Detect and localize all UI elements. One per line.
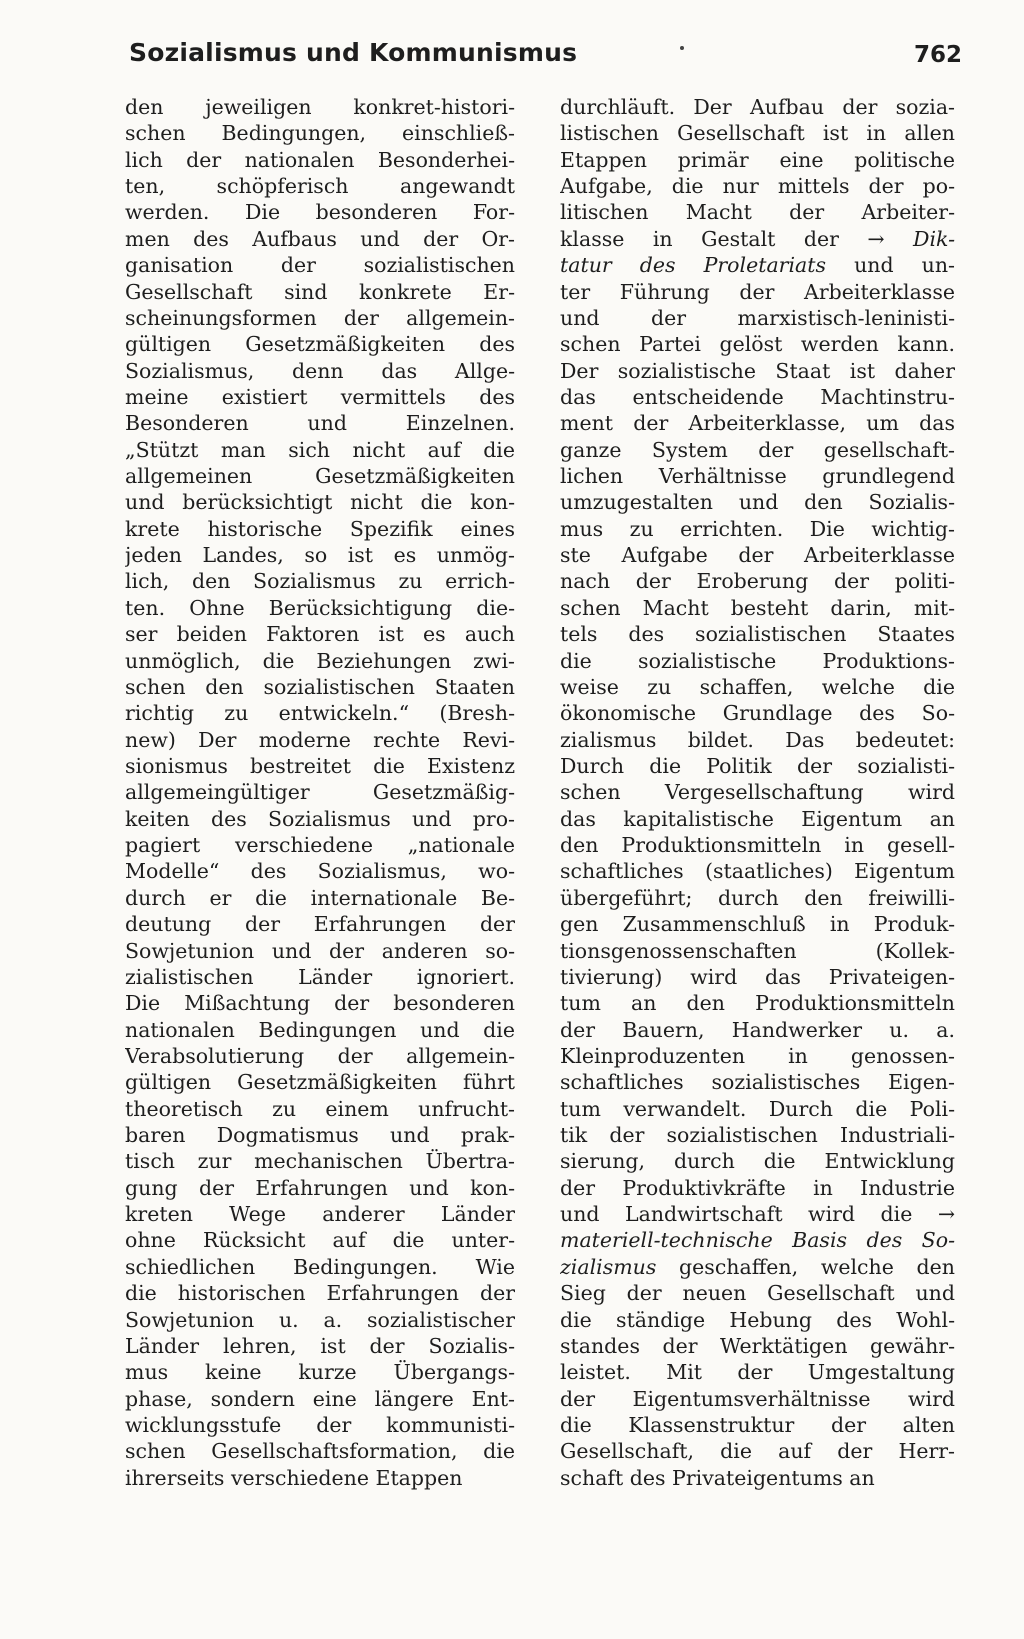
text-line: kreten Wege anderer Länder (125, 1202, 515, 1227)
text-line: meine existiert vermittels des (125, 384, 515, 409)
text-line: durch er die internationale Be- (125, 885, 515, 910)
text-line: ser beiden Faktoren ist es auch (125, 622, 515, 647)
text-line: standes der Werktätigen gewähr- (560, 1333, 955, 1358)
text-line: Sowjetunion u. a. sozialistischer (125, 1307, 515, 1332)
text-line: Der sozialistische Staat ist daher (560, 358, 955, 383)
text-line: weise zu schaffen, welche die (560, 674, 955, 699)
text-line: schaft des Privateigentums an (560, 1465, 875, 1490)
text-line: Die Mißachtung der besonderen (125, 991, 515, 1016)
text-line: jeden Landes, so ist es unmög- (125, 543, 515, 568)
text-line: ter Führung der Arbeiterklasse (560, 279, 955, 304)
text-line: durchläuft. Der Aufbau der sozia- (560, 95, 955, 119)
text-line: phase, sondern eine längere Ent- (125, 1386, 515, 1411)
text-line: pagiert verschiedene „nationale (125, 833, 515, 858)
text-line: allgemeingültiger Gesetzmäßig- (125, 780, 515, 805)
text-line: und berücksichtigt nicht die kon- (125, 490, 515, 515)
page-number: 762 (914, 42, 963, 68)
text-line: sionismus bestreitet die Existenz (125, 753, 515, 778)
text-line: zialismus geschaffen, welche den (560, 1254, 955, 1279)
text-line: Sowjetunion und der anderen so- (125, 938, 515, 963)
text-line: gültigen Gesetzmäßigkeiten des (125, 332, 515, 357)
text-line: tik der sozialistischen Industriali- (560, 1123, 955, 1148)
text-line: scheinungsformen der allgemein- (125, 305, 515, 330)
text-line: schen Partei gelöst werden kann. (560, 332, 955, 357)
text-line: tionsgenossenschaften (Kollek- (560, 938, 955, 963)
text-line: tels des sozialistischen Staates (560, 622, 955, 647)
text-line: gültigen Gesetzmäßigkeiten führt (125, 1070, 515, 1095)
text-line: schen Vergesellschaftung wird (560, 780, 955, 805)
text-line: Durch die Politik der sozialisti- (560, 753, 955, 778)
text-line: das entscheidende Machtinstru- (560, 384, 955, 409)
text-line: lich der nationalen Besonderhei- (125, 147, 515, 172)
text-line: der Produktivkräfte in Industrie (560, 1175, 955, 1200)
text-line: gung der Erfahrungen und kon- (125, 1175, 515, 1200)
text-line: zialistischen Länder ignoriert. (125, 964, 515, 989)
text-line: nationalen Bedingungen und die (125, 1017, 515, 1042)
text-line: unmöglich, die Beziehungen zwi- (125, 648, 515, 673)
text-line: schen den sozialistischen Staaten (125, 674, 515, 699)
text-line: ganze System der gesellschaft- (560, 437, 955, 462)
text-line: richtig zu entwickeln.“ (Bresh- (125, 701, 515, 726)
text-line: krete historische Spezifik eines (125, 516, 515, 541)
text-line: mus zu errichten. Die wichtig- (560, 516, 955, 541)
text-line: ohne Rücksicht auf die unter- (125, 1228, 515, 1253)
text-line: Verabsolutierung der allgemein- (125, 1043, 515, 1068)
text-line: nach der Eroberung der politi- (560, 569, 955, 594)
text-line: listischen Gesellschaft ist in allen (560, 121, 955, 146)
text-line: allgemeinen Gesetzmäßigkeiten (125, 464, 515, 489)
text-line: umzugestalten und den Sozialis- (560, 490, 955, 515)
text-line: tisch zur mechanischen Übertra- (125, 1149, 515, 1174)
text-line: und Landwirtschaft wird die → (560, 1202, 955, 1227)
text-line: Besonderen und Einzelnen. (125, 411, 515, 436)
text-line: ten. Ohne Berücksichtigung die- (125, 595, 515, 620)
italic-term: materiell-technische Basis des So- (560, 1228, 955, 1253)
text-line: Aufgabe, die nur mittels der po- (560, 174, 955, 199)
text-line: litischen Macht der Arbeiter- (560, 200, 955, 225)
text-line: lich, den Sozialismus zu errich- (125, 569, 515, 594)
running-head-title: Sozialismus und Kommunismus (129, 38, 578, 67)
text-line: keiten des Sozialismus und pro- (125, 806, 515, 831)
text-line: leistet. Mit der Umgestaltung (560, 1360, 955, 1385)
text-line: Sieg der neuen Gesellschaft und (560, 1281, 955, 1306)
text-line: theoretisch zu einem unfrucht- (125, 1096, 515, 1121)
text-column-left (125, 94, 515, 1491)
text-line: übergeführt; durch den freiwilli- (560, 885, 955, 910)
text-line: die historischen Erfahrungen der (125, 1281, 515, 1306)
text-line: men des Aufbaus und der Or- (125, 226, 515, 251)
text-line: wicklungsstufe der kommunisti- (125, 1412, 515, 1437)
text-line: schaftliches (staatliches) Eigentum (560, 859, 955, 884)
text-line: tum verwandelt. Durch die Poli- (560, 1096, 955, 1121)
text-line: Gesellschaft, die auf der Herr- (560, 1439, 955, 1464)
text-line: Gesellschaft sind konkrete Er- (125, 279, 515, 304)
text-line: Länder lehren, ist der Sozialis- (125, 1333, 515, 1358)
text-line: den jeweiligen konkret-histori- (125, 95, 515, 119)
italic-term: zialismus (560, 1254, 657, 1279)
page-header (0, 0, 1024, 90)
text-line: mus keine kurze Übergangs- (125, 1360, 515, 1385)
text-line: „Stützt man sich nicht auf die (125, 437, 515, 462)
header-dot-mark (680, 46, 684, 50)
text-line: der Bauern, Handwerker u. a. (560, 1017, 955, 1042)
text-line: new) Der moderne rechte Revi- (125, 727, 515, 752)
text-line: schen Bedingungen, einschließ- (125, 121, 515, 146)
text-line: ment der Arbeiterklasse, um das (560, 411, 955, 436)
text-line: werden. Die besonderen For- (125, 200, 515, 225)
text-line: tum an den Produktionsmitteln (560, 991, 955, 1016)
text-column-right (560, 94, 955, 1491)
text-line: das kapitalistische Eigentum an (560, 806, 955, 831)
text-line: ganisation der sozialistischen (125, 253, 515, 278)
text-line: schaftliches sozialistisches Eigen- (560, 1070, 955, 1095)
text-line: sierung, durch die Entwicklung (560, 1149, 955, 1174)
text-line: die sozialistische Produktions- (560, 648, 955, 673)
text-line: schiedlichen Bedingungen. Wie (125, 1254, 515, 1279)
text-line: die Klassenstruktur der alten (560, 1412, 955, 1437)
text-line: schen Gesellschaftsformation, die (125, 1439, 515, 1464)
text-line: baren Dogmatismus und prak- (125, 1123, 515, 1148)
text-line: deutung der Erfahrungen der (125, 912, 515, 937)
text-line: tivierung) wird das Privateigen- (560, 964, 955, 989)
italic-term: Dik- (913, 226, 955, 251)
text-line: gen Zusammenschluß in Produk- (560, 912, 955, 937)
text-line: die ständige Hebung des Wohl- (560, 1307, 955, 1332)
text-line: ihrerseits verschiedene Etappen (125, 1465, 463, 1490)
text-line: ökonomische Grundlage des So- (560, 701, 955, 726)
text-line: klasse in Gestalt der → Dik- (560, 226, 955, 251)
text-line: den Produktionsmitteln in gesell- (560, 833, 955, 858)
text-line: und der marxistisch-leninisti- (560, 305, 955, 330)
text-line: Modelle“ des Sozialismus, wo- (125, 859, 515, 884)
text-line: schen Macht besteht darin, mit- (560, 595, 955, 620)
text-line (560, 1227, 955, 1253)
text-line: Kleinproduzenten in genossen- (560, 1043, 955, 1068)
text-line: Etappen primär eine politische (560, 147, 955, 172)
text-line: ste Aufgabe der Arbeiterklasse (560, 543, 955, 568)
text-line: zialismus bildet. Das bedeutet: (560, 727, 955, 752)
text-line: ten, schöpferisch angewandt (125, 174, 515, 199)
text-line: Sozialismus, denn das Allge- (125, 358, 515, 383)
text-line: tatur des Proletariats und un- (560, 253, 955, 278)
text-line: lichen Verhältnisse grundlegend (560, 464, 955, 489)
text-line: der Eigentumsverhältnisse wird (560, 1386, 955, 1411)
italic-term: tatur des Proletariats (560, 253, 827, 278)
